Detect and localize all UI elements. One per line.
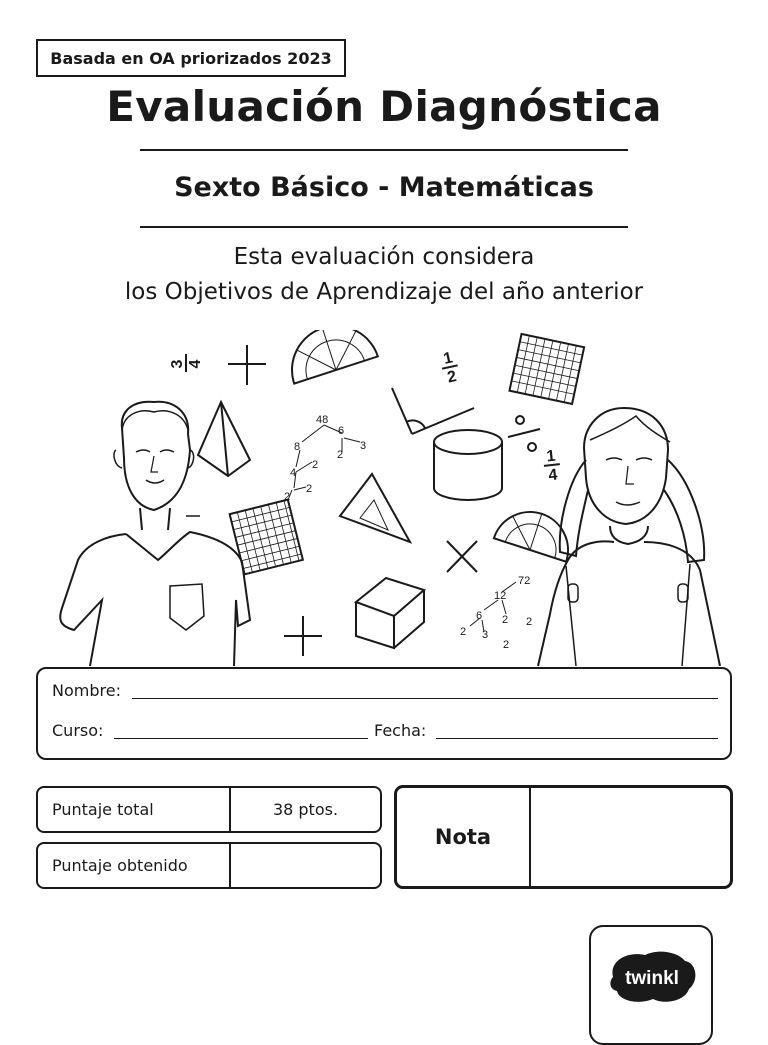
date-field[interactable] [436, 738, 718, 739]
date-label: Fecha: [374, 721, 427, 740]
total-score-row [36, 786, 382, 833]
fraction-3-num: 1 [545, 447, 557, 466]
obtained-score-field[interactable] [231, 844, 380, 887]
twinkl-logo-text: twinkl [625, 968, 679, 989]
name-field[interactable] [132, 698, 718, 699]
pyramid-icon [198, 402, 250, 476]
grid-paper-icon [509, 334, 584, 404]
title-divider-bottom [140, 226, 628, 228]
plus-sign-icon [284, 616, 322, 656]
tree1-n8: 2 [306, 483, 313, 495]
fraction-2-den: 2 [445, 368, 459, 387]
plus-sign-icon [228, 345, 266, 385]
fraction-one-half [438, 349, 461, 388]
tree2-n5: 2 [460, 626, 467, 638]
fraction-3-den: 4 [547, 466, 559, 485]
percent-icon [508, 416, 540, 451]
tree1-n0: 48 [316, 414, 329, 426]
logo-tab [589, 925, 713, 1045]
tree1-n6: 2 [312, 459, 319, 471]
cube-icon [356, 578, 424, 648]
cylinder-icon [434, 430, 502, 500]
obtained-score-label: Puntaje obtenido [38, 844, 231, 887]
tree1-n7: 2 [284, 491, 291, 503]
math-illustration [50, 330, 730, 666]
tree1-n5: 4 [290, 467, 297, 479]
fraction-1-num: 3 [169, 359, 186, 369]
protractor-icon [281, 330, 378, 384]
tree2-n4: 2 [526, 616, 533, 628]
total-score-label: Puntaje total [38, 788, 231, 831]
title-divider-top [140, 149, 628, 151]
multiply-icon [447, 541, 477, 572]
fraction-2-num: 1 [441, 349, 455, 368]
tree2-n0: 72 [518, 575, 531, 587]
fraction-one-quarter [542, 447, 562, 484]
oa-badge [36, 39, 346, 77]
tree1-n1: 8 [294, 441, 301, 453]
description-line-1: Esta evaluación considera [233, 244, 535, 270]
grade-label: Nota [397, 788, 531, 886]
boy-illustration [60, 402, 250, 666]
course-label: Curso: [52, 721, 104, 740]
fraction-three-quarters [169, 354, 204, 372]
course-field[interactable] [114, 738, 368, 739]
tree2-n3: 2 [502, 614, 509, 626]
tree2-n1: 12 [494, 590, 507, 602]
tree1-n2: 6 [338, 425, 345, 437]
grade-box [394, 785, 733, 889]
description-line-2: los Objetivos de Aprendizaje del año anterior [124, 279, 644, 305]
fraction-1-den: 4 [187, 359, 204, 369]
oa-badge-text: Basada en OA priorizados 2023 [50, 48, 332, 68]
tree2-n6: 3 [482, 629, 489, 641]
tree1-n4: 2 [337, 449, 344, 461]
tree2-n2: 6 [476, 610, 483, 622]
page-title: Evaluación Diagnóstica [106, 82, 662, 131]
tree1-n3: 3 [360, 440, 367, 452]
page-subtitle: Sexto Básico - Matemáticas [174, 172, 594, 203]
total-score-value: 38 ptos. [272, 800, 339, 819]
obtained-score-row [36, 842, 382, 889]
grade-field[interactable] [531, 788, 730, 886]
angle-icon [392, 388, 474, 434]
tree2-n7: 2 [503, 639, 510, 651]
grid-paper-icon [230, 500, 303, 575]
set-square-icon [340, 474, 410, 542]
factor-tree-2 [460, 575, 532, 651]
factor-tree-1 [284, 414, 366, 503]
student-info-box [36, 667, 732, 760]
twinkl-logo [605, 947, 699, 1009]
name-label: Nombre: [52, 681, 121, 700]
